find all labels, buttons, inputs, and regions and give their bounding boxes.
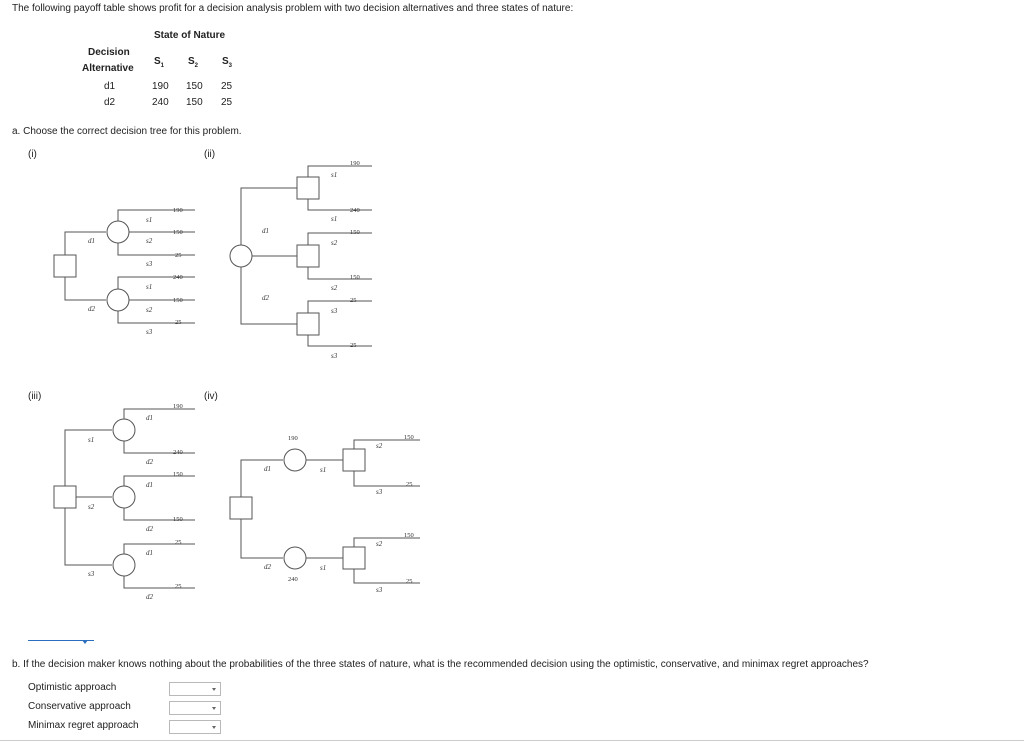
chance-node [107,289,129,311]
part-a-question: a. Choose the correct decision tree for this problem. [12,126,242,137]
label: d2 [262,294,269,302]
label: d2 [88,305,95,313]
label: d1 [264,465,271,473]
cell-d1-s2: 150 [186,81,203,92]
optimistic-label: Optimistic approach [28,682,117,693]
payoff: 150 [404,532,414,539]
label: s3 [88,570,95,578]
decision-node [297,313,319,335]
label: d1 [88,237,95,245]
label: s3 [331,352,338,360]
label: s3 [146,328,153,336]
label: s2 [331,284,338,292]
minimax-regret-select[interactable] [169,720,221,734]
label: s3 [146,260,153,268]
payoff: 150 [173,229,183,236]
chevron-down-icon[interactable] [82,640,88,644]
alternative-header: Alternative [82,63,134,74]
payoff: 25 [175,539,182,546]
payoff: 240 [173,449,183,456]
payoff: 150 [350,229,360,236]
row-label-d2: d2 [104,97,116,108]
state-s2-header: $S_2$ [188,56,199,69]
tree-iii [54,409,195,588]
payoff: 150 [173,471,183,478]
payoff: 190 [173,403,183,410]
label: s2 [146,237,153,245]
label: s3 [376,488,383,496]
chance-node [284,547,306,569]
decision-node [297,177,319,199]
chevron-down-icon [212,707,216,710]
decision-header: Decision [88,47,130,58]
chance-node [113,486,135,508]
payoff: 150 [404,434,414,441]
chance-node [113,554,135,576]
payoff: 25 [406,481,413,488]
cell-d1-s3: 25 [221,81,233,92]
cell-d2-s3: 25 [221,97,233,108]
label: d2 [146,458,153,466]
label: d2 [146,525,153,533]
state-s3-header: $S_3$ [222,56,233,69]
tree-iv [230,440,420,583]
label: d1 [146,481,153,489]
intro-text: The following payoff table shows profit for a decision analysis problem with two decision alternatives and three states of nature: [12,3,574,14]
conservative-label: Conservative approach [28,701,131,712]
label: s1 [331,215,338,223]
optimistic-select[interactable] [169,682,221,696]
label: s1 [146,283,153,291]
tree-ii [230,166,372,346]
payoff: 190 [173,207,183,214]
payoff: 190 [350,160,360,167]
tree-i [54,210,195,323]
label: s3 [331,307,338,315]
payoff: 240 [350,207,360,214]
option-label-ii: (ii) [204,149,216,160]
decision-node [297,245,319,267]
payoff: 150 [173,297,183,304]
label: d2 [264,563,271,571]
payoff: 25 [175,252,182,259]
state-s1-header: $S_1$ [154,56,165,69]
label: s1 [331,171,338,179]
label: s2 [146,306,153,314]
minimax-regret-label: Minimax regret approach [28,720,139,731]
payoff: 240 [173,274,183,281]
chevron-down-icon [212,688,216,691]
payoff: 25 [350,297,357,304]
cell-d2-s2: 150 [186,97,203,108]
payoff: 150 [350,274,360,281]
label: s1 [146,216,153,224]
cell-d2-s1: 240 [152,97,169,108]
decision-node [54,486,76,508]
payoff: 25 [406,578,413,585]
option-label-i: (i) [28,149,37,160]
cell-d1-s1: 190 [152,81,169,92]
part-b-question: b. If the decision maker knows nothing about the probabilities of the three states of nature, what is the recommended decision using the optimistic, conservative, and minimax regret approaches? [12,659,869,670]
chance-node [107,221,129,243]
payoff: 240 [288,576,298,583]
conservative-select[interactable] [169,701,221,715]
label: s2 [376,540,383,548]
row-label-d1: d1 [104,81,116,92]
state-of-nature-header: State of Nature [154,30,226,41]
label: d1 [262,227,269,235]
payoff: 190 [288,435,298,442]
decision-node [343,449,365,471]
label: s1 [88,436,95,444]
label: d1 [146,414,153,422]
label: s1 [320,466,327,474]
label: s2 [88,503,95,511]
payoff: 25 [175,319,182,326]
label: s2 [331,239,338,247]
payoff: 150 [173,516,183,523]
label: s2 [376,442,383,450]
decision-node [54,255,76,277]
option-label-iii: (iii) [28,391,42,402]
label: s3 [376,586,383,594]
chance-node [113,419,135,441]
label: d2 [146,593,153,601]
chance-node [284,449,306,471]
payoff: 25 [350,342,357,349]
label: s1 [320,564,327,572]
label: d1 [146,549,153,557]
divider [0,740,1024,741]
decision-node [343,547,365,569]
chevron-down-icon [212,726,216,729]
payoff: 25 [175,583,182,590]
option-label-iv: (iv) [204,391,218,402]
chance-node [230,245,252,267]
decision-node [230,497,252,519]
